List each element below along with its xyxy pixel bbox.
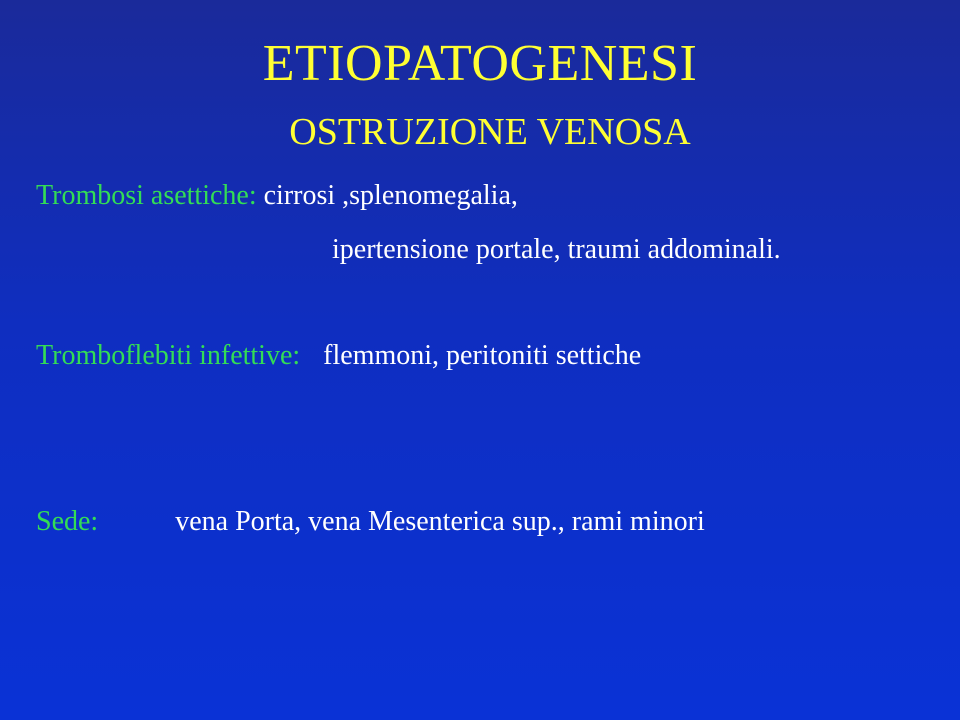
row-label: Tromboflebiti infettive: (36, 340, 301, 371)
row-value: cirrosi ,splenomegalia, (263, 180, 518, 211)
row-trombosi-asettiche (36, 182, 518, 210)
row-value: flemmoni, peritoniti settiche (323, 340, 642, 371)
row-sede (36, 508, 705, 536)
slide-subtitle: OSTRUZIONE VENOSA (289, 111, 691, 153)
row-trombosi-continuation: ipertensione portale, traumi addominali. (332, 234, 781, 265)
row-label: Trombosi asettiche: (36, 180, 257, 211)
row-tromboflebiti-infettive (36, 342, 641, 370)
row-value: vena Porta, vena Mesenterica sup., rami minori (175, 506, 705, 537)
slide-title: ETIOPATOGENESI (262, 35, 698, 92)
row-label: Sede: (36, 506, 99, 537)
